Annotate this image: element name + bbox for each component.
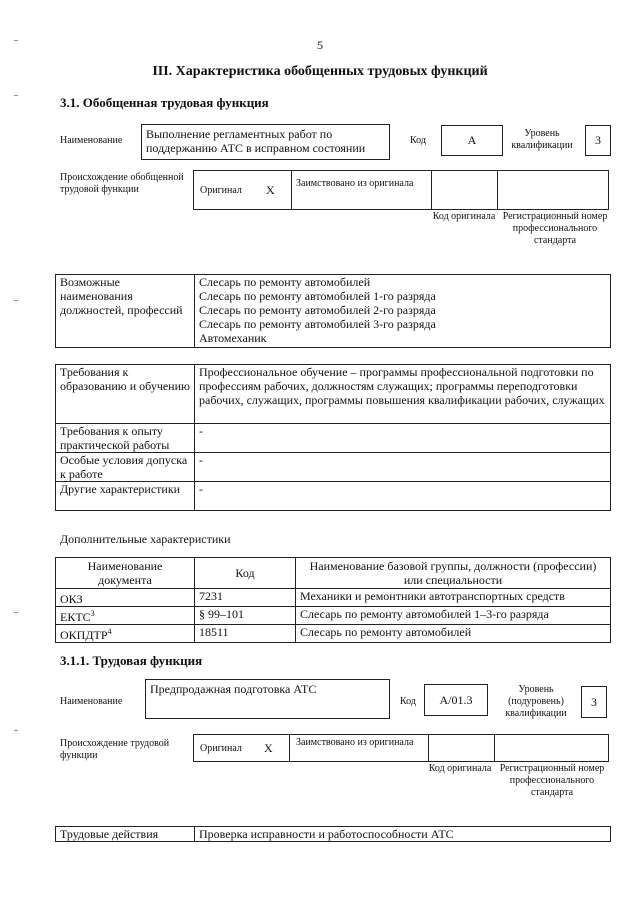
- margin-mark: [14, 95, 18, 96]
- tf-heading: 3.1.1. Трудовая функция: [60, 653, 203, 668]
- doc-group: Слесарь по ремонту автомобилей 1–3-го разряда: [296, 607, 611, 625]
- tf-borrowed-label: Заимствовано из оригинала: [296, 737, 414, 748]
- divider: [494, 735, 495, 761]
- table-row: [56, 625, 611, 643]
- table-row: [56, 607, 611, 625]
- gtf-reg-number-caption: Регистрационный номер профессионального стандарта: [502, 211, 608, 246]
- header-code: Код: [195, 558, 296, 589]
- tf-orig-code-caption: Код оригинала: [428, 763, 492, 774]
- additional-table: [55, 557, 611, 643]
- doc-group: Механики и ремонтники автотранспортных средств: [296, 589, 611, 607]
- tf-level-label: Уровень (подуровень) квалификации: [505, 684, 567, 719]
- positions-label: Возможные наименования должностей, профессий: [56, 275, 195, 348]
- tf-level-value: 3: [581, 686, 607, 718]
- requirement-label: Особые условия допуска к работе: [56, 453, 195, 482]
- gtf-heading: 3.1. Обобщенная трудовая функция: [60, 95, 269, 110]
- header-document: Наименование документа: [56, 558, 195, 589]
- gtf-code-label: Код: [410, 135, 426, 146]
- doc-footnote: 4: [107, 627, 112, 636]
- gtf-level-value: 3: [585, 125, 611, 156]
- doc-code: § 99–101: [195, 607, 296, 625]
- requirement-row: [56, 482, 611, 511]
- doc-name: ОКПДТР: [60, 628, 108, 642]
- requirement-label: Требования к образованию и обучению: [56, 365, 195, 424]
- tf-origin-label: Происхождение трудовой функции: [60, 738, 170, 761]
- tf-code-label: Код: [400, 696, 416, 707]
- gtf-borrowed-label: Заимствовано из оригинала: [296, 178, 414, 189]
- position-item: Слесарь по ремонту автомобилей 3-го разряда: [199, 317, 436, 331]
- position-item: Слесарь по ремонту автомобилей: [199, 275, 371, 289]
- header-name: Наименование базовой группы, должности (профессии) или специальности: [296, 558, 611, 589]
- margin-mark: [14, 300, 18, 301]
- gtf-orig-code-caption: Код оригинала: [432, 211, 496, 222]
- page-number: 5: [317, 38, 323, 52]
- additional-header-row: [56, 558, 611, 589]
- divider: [431, 171, 432, 209]
- doc-group: Слесарь по ремонту автомобилей: [296, 625, 611, 643]
- additional-heading: Дополнительные характеристики: [60, 532, 231, 546]
- doc-code: 18511: [195, 625, 296, 643]
- tf-name-value: Предпродажная подготовка АТС: [145, 679, 390, 719]
- divider: [428, 735, 429, 761]
- tf-original-mark: X: [264, 741, 273, 755]
- positions-list: [195, 275, 611, 348]
- requirement-row: [56, 424, 611, 453]
- tf-code-value: A/01.3: [424, 684, 488, 716]
- tf-origin-table: [193, 734, 609, 762]
- requirements-table: [55, 364, 611, 511]
- actions-value: Проверка исправности и работоспособности АТС: [195, 827, 611, 842]
- actions-label: Трудовые действия: [56, 827, 195, 842]
- gtf-original-mark: X: [266, 183, 275, 197]
- tf-original-label: Оригинал: [200, 743, 242, 754]
- divider: [497, 171, 498, 209]
- position-item: Автомеханик: [199, 331, 267, 345]
- requirement-label: Требования к опыту практической работы: [56, 424, 195, 453]
- gtf-level-label: Уровень квалификации: [511, 128, 573, 151]
- doc-code: 7231: [195, 589, 296, 607]
- requirement-value: -: [195, 453, 611, 482]
- gtf-original-label: Оригинал: [200, 185, 242, 196]
- gtf-origin-label: Происхождение обобщенной трудовой функции: [60, 172, 184, 195]
- divider: [291, 171, 292, 209]
- position-item: Слесарь по ремонту автомобилей 2-го разряда: [199, 303, 436, 317]
- doc-footnote: 3: [90, 609, 95, 618]
- table-row: [56, 589, 611, 607]
- gtf-name-value: Выполнение регламентных работ по поддержанию АТС в исправном состоянии: [141, 124, 390, 160]
- divider: [289, 735, 290, 761]
- gtf-name-label: Наименование: [60, 135, 123, 146]
- position-item: Слесарь по ремонту автомобилей 1-го разряда: [199, 289, 436, 303]
- gtf-origin-table: [193, 170, 609, 210]
- table-row: [56, 827, 611, 842]
- requirement-row: [56, 453, 611, 482]
- requirement-value: -: [195, 482, 611, 511]
- requirement-value: -: [195, 424, 611, 453]
- positions-table: [55, 274, 611, 348]
- requirement-label: Другие характеристики: [56, 482, 195, 511]
- tf-name-label: Наименование: [60, 696, 123, 707]
- actions-table: [55, 826, 611, 842]
- doc-name: ЕКТС: [60, 610, 91, 624]
- requirement-row: [56, 365, 611, 424]
- margin-mark: [14, 612, 18, 613]
- margin-mark: [14, 730, 18, 731]
- requirement-value: Профессиональное обучение – программы профессиональной подготовки по профессиям рабочих, должностям служащих; программы переподготовки рабочих, служащих, программы повышения квалификации рабочих, служащих: [195, 365, 611, 424]
- doc-name: ОКЗ: [60, 592, 83, 606]
- section-title: III. Характеристика обобщенных трудовых функций: [152, 64, 488, 79]
- gtf-code-value: А: [441, 125, 503, 156]
- tf-reg-number-caption: Регистрационный номер профессионального стандарта: [499, 763, 605, 798]
